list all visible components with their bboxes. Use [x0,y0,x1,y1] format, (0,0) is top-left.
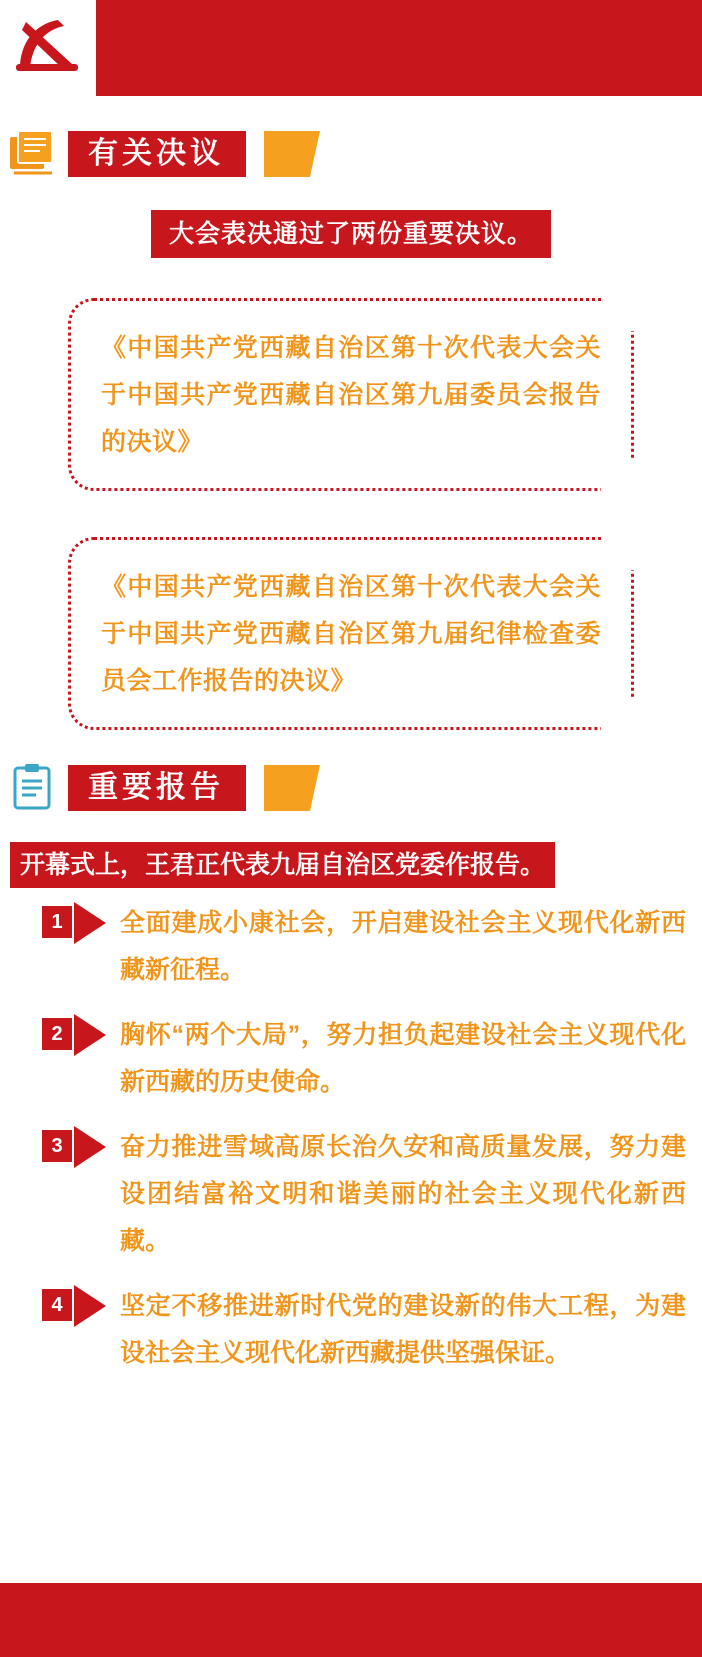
section-title-ribbon [68,765,246,811]
item-number-badge: 1 [42,906,72,938]
subbar-important-report: 开幕式上，王君正代表九届自治区党委作报告。 [10,842,555,888]
ribbon-tail [264,131,320,177]
resolution-quote-2-text: 《中国共产党西藏自治区第十次代表大会关于中国共产党西藏自治区第九届纪律检查委员会工作报告的决议》 [101,573,601,695]
section-header-resolutions [0,126,702,182]
item-text: 胸怀“两个大局”，努力担负起建设社会主义现代化新西藏的历史使命。 [120,1021,686,1096]
resolution-quote-1 [68,298,634,491]
corner-fold-bottom-right [601,697,635,731]
report-item [0,1283,702,1377]
party-emblem-hammer-sickle-icon [12,14,84,76]
item-text: 奋力推进雪域高原长治久安和高质量发展，努力建设团结富裕文明和谐美丽的社会主义现代化新西藏。 [120,1133,686,1255]
section-title-resolutions: 有关决议 [68,131,246,177]
arrow-right-icon [74,902,106,944]
corner-fold-bottom-right [601,458,635,492]
subbar-resolutions: 大会表决通过了两份重要决议。 [151,210,551,258]
section-title-important-report: 重要报告 [68,765,246,811]
resolution-quote-2 [68,537,634,730]
arrow-right-icon [74,1126,106,1168]
item-number-badge: 3 [42,1130,72,1162]
top-banner [0,0,702,96]
report-item-list [0,900,702,1377]
item-number-badge: 2 [42,1018,72,1050]
corner-fold-top-right [601,297,635,331]
report-item [0,1124,702,1265]
bottom-banner [0,1583,702,1657]
section-title-ribbon [68,131,246,177]
item-text: 全面建成小康社会，开启建设社会主义现代化新西藏新征程。 [120,909,686,984]
clipboard-icon [8,763,58,813]
section-header-important-report [0,760,702,816]
item-number-badge: 4 [42,1289,72,1321]
ribbon-tail [264,765,320,811]
arrow-right-icon [74,1285,106,1327]
item-text: 坚定不移推进新时代党的建设新的伟大工程，为建设社会主义现代化新西藏提供坚强保证。 [120,1292,686,1367]
arrow-right-icon [74,1014,106,1056]
resolution-quote-1-text: 《中国共产党西藏自治区第十次代表大会关于中国共产党西藏自治区第九届委员会报告的决议》 [101,334,601,456]
subbar-wrap-resolutions [0,210,702,258]
report-item [0,1012,702,1106]
report-item [0,900,702,994]
corner-fold-top-right [601,536,635,570]
document-stack-icon [8,129,58,179]
